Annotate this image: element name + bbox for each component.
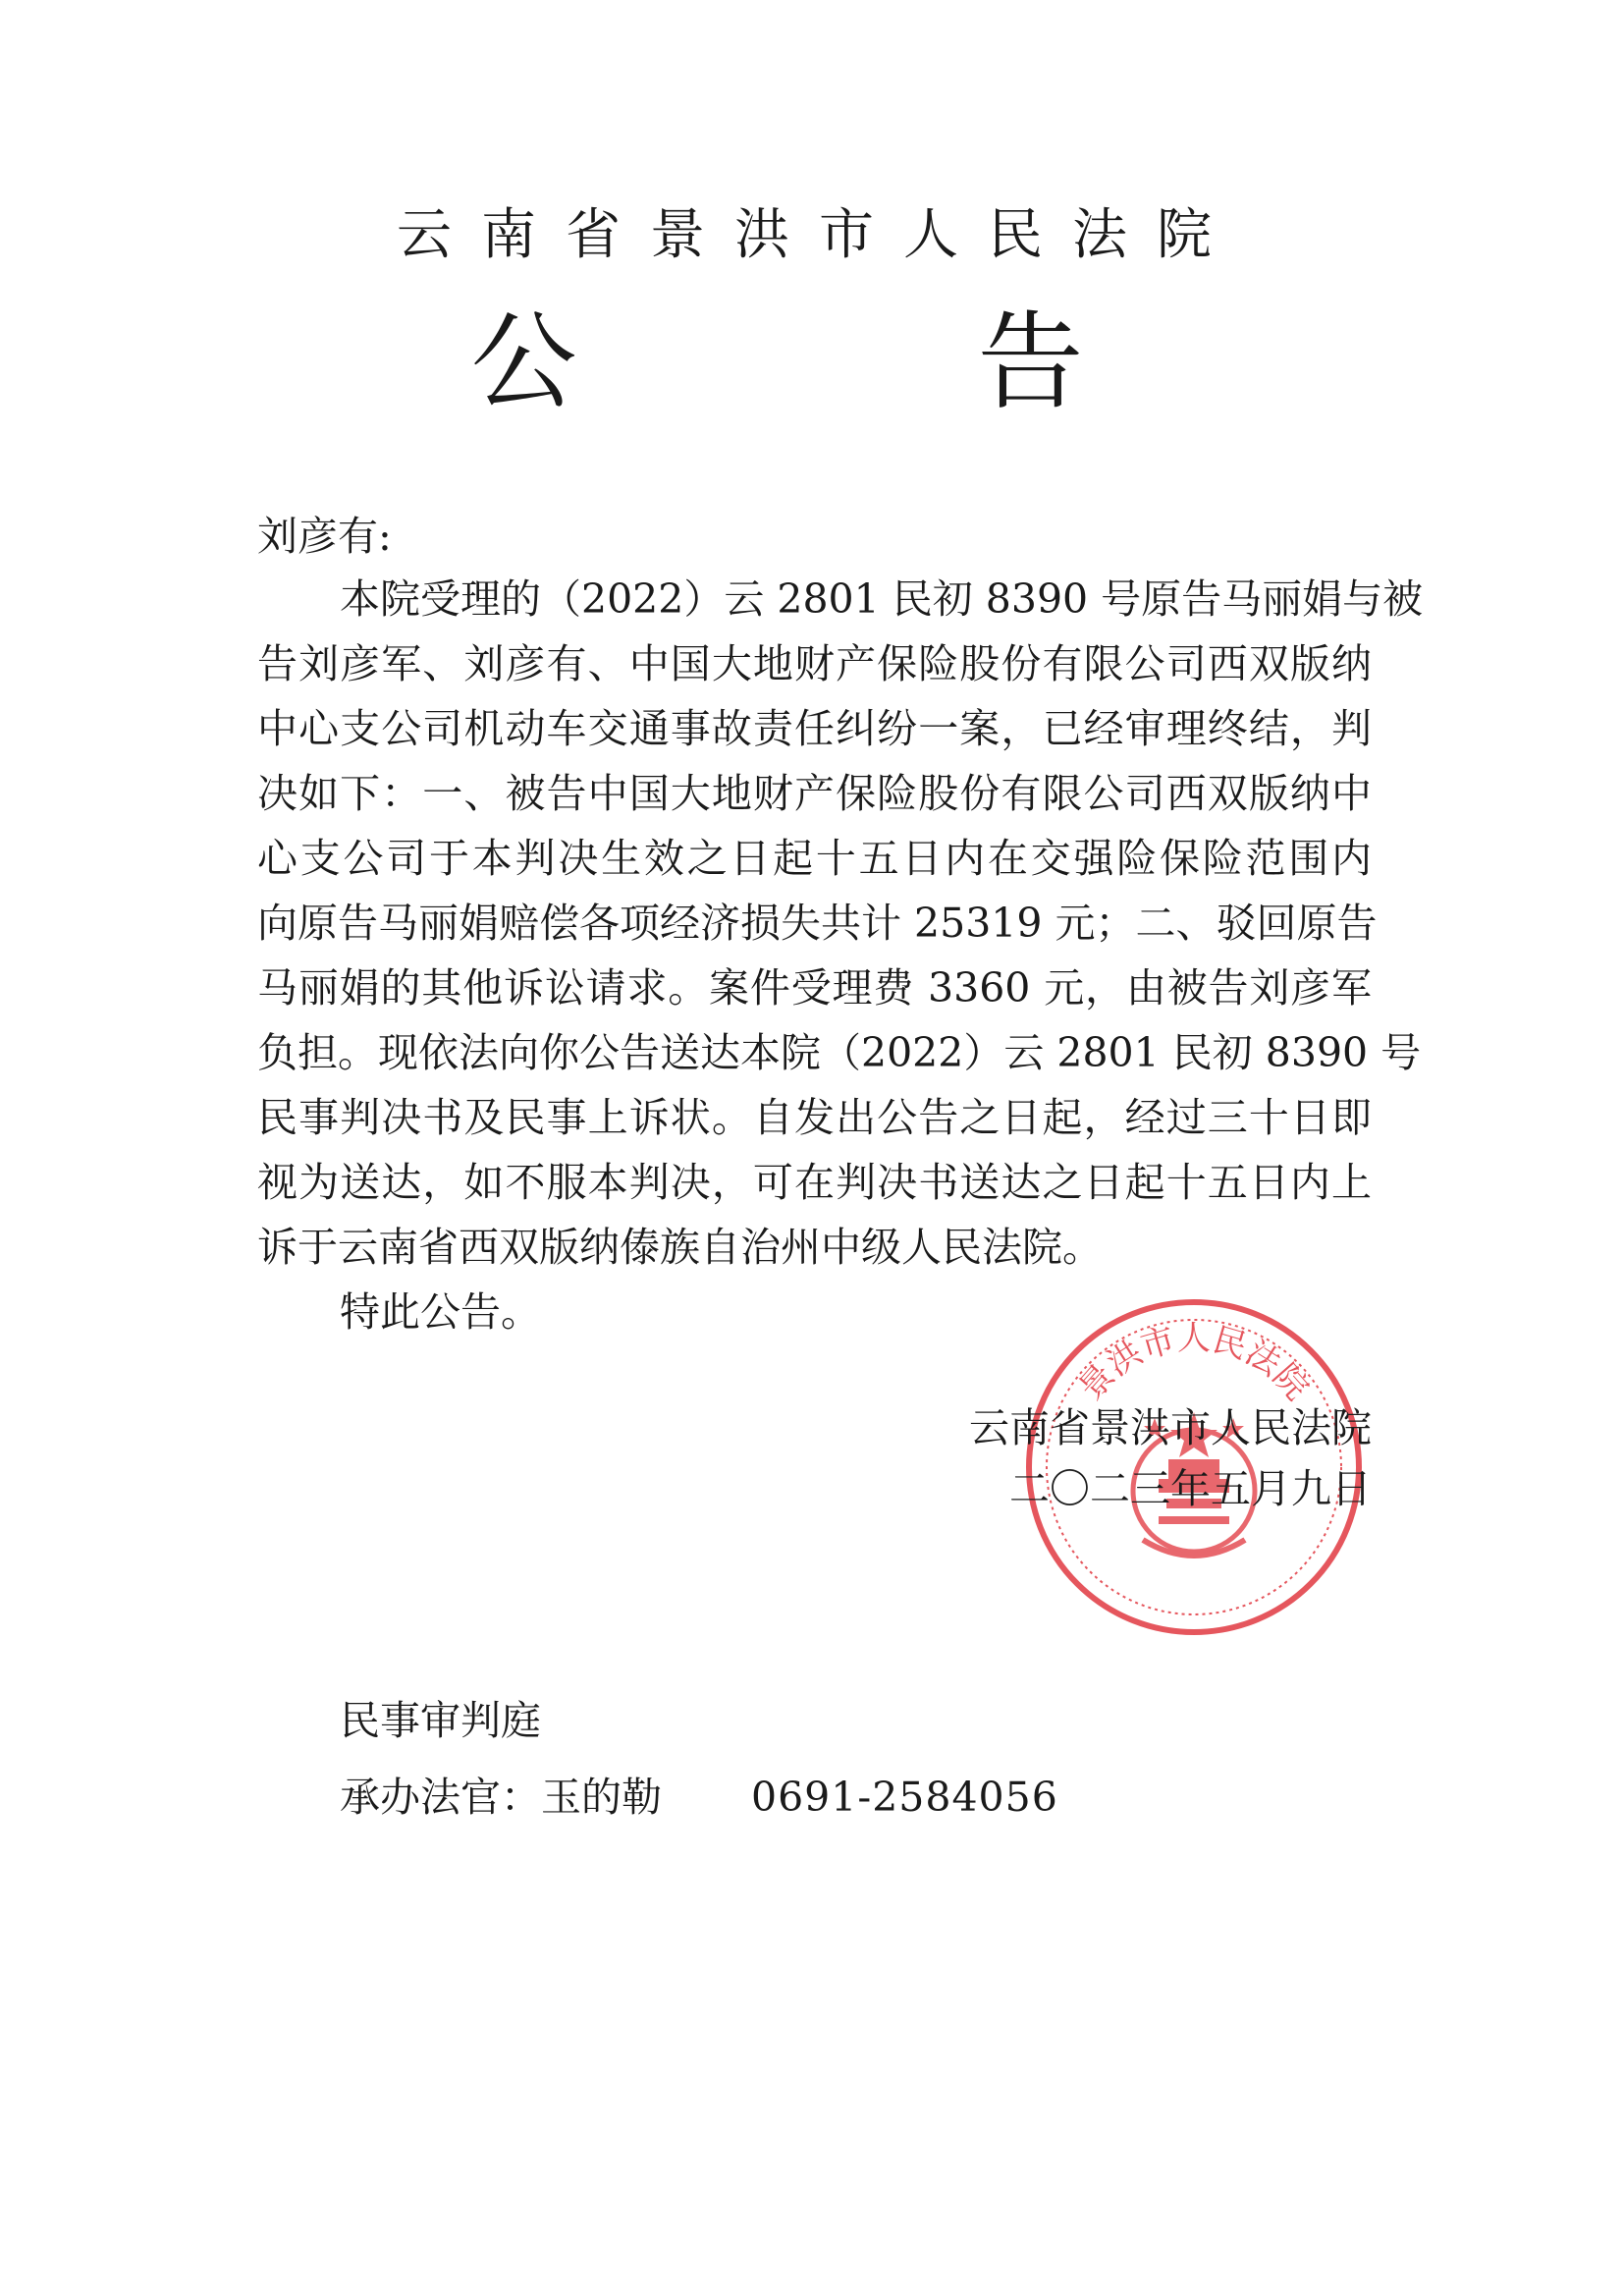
document-title: 公 告 [470,301,1231,424]
signature-court: 云南省景洪市人民法院 [969,1404,1372,1451]
body-line: 民事判决书及民事上诉状。自发出公告之日起，经过三十日即 [257,1094,1372,1141]
signature-date: 二〇二三年五月九日 [1009,1465,1372,1512]
seal-text: 景洪市人民法院 [1071,1319,1317,1408]
judge-info: 承办法官：玉的勒 [340,1774,662,1821]
body-line: 决如下：一、被告中国大地财产保险股份有限公司西双版纳中 [257,770,1372,817]
body-line: 诉于云南省西双版纳傣族自治州中级人民法院。 [257,1224,1103,1271]
body-line: 马丽娟的其他诉讼请求。案件受理费 3360 元，由被告刘彦军 [257,964,1372,1011]
addressee: 刘彦有: [257,513,392,560]
body-line: 负担。现依法向你公告送达本院（2022）云 2801 民初 8390 号 [257,1029,1422,1076]
body-line: 中心支公司机动车交通事故责任纠纷一案，已经审理终结，判 [257,705,1372,752]
body-line: 视为送达，如不服本判决，可在判决书送达之日起十五日内上 [257,1159,1372,1206]
body-line: 本院受理的（2022）云 2801 民初 8390 号原告马丽娟与被 [340,575,1424,623]
court-title: 云南省景洪市人民法院 [397,203,1241,267]
closing-text: 特此公告。 [340,1288,541,1336]
division-name: 民事审判庭 [340,1697,541,1744]
body-line: 心支公司于本判决生效之日起十五日内在交强险保险范围内 [257,835,1372,882]
contact-phone: 0691-2584056 [751,1774,1058,1821]
body-line: 告刘彦军、刘彦有、中国大地财产保险股份有限公司西双版纳 [257,640,1372,687]
body-line: 向原告马丽娟赔偿各项经济损失共计 25319 元；二、驳回原告 [257,900,1378,947]
